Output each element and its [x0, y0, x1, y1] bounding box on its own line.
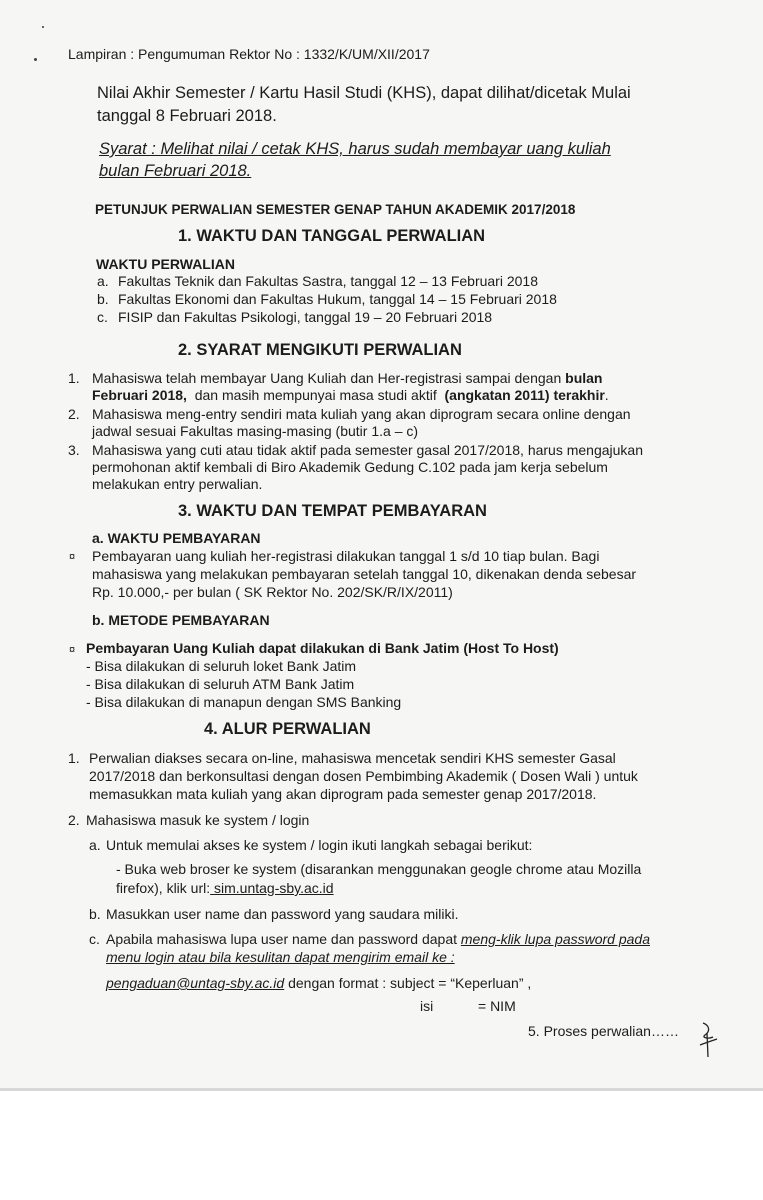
list-marker: 2. [68, 812, 80, 828]
payment-time-line-3: Rp. 10.000,- per bulan ( SK Rektor No. 202/SK/R/IX/2011) [92, 584, 453, 600]
list-marker: a. [89, 837, 101, 853]
login-step-c-line-3: pengaduan@untag-sby.ac.id dengan format : subject = “Keperluan” , [106, 975, 532, 991]
login-detail-line-1: - Buka web broser ke system (disarankan menggunakan geogle chrome atau Mozilla [116, 861, 642, 877]
requirement-item-3-line-3: melakukan entry perwalian. [92, 476, 263, 492]
list-marker: b. [89, 906, 101, 922]
payment-method-item: - Bisa dilakukan di seluruh ATM Bank Jatim [86, 676, 355, 692]
requirement-item-2-line-1: Mahasiswa meng-entry sendiri mata kuliah yang akan diprogram secara online dengan [92, 406, 631, 422]
payment-method-subtitle: b. METODE PEMBAYARAN [92, 612, 270, 628]
section-1-title: 1. WAKTU DAN TANGGAL PERWALIAN [178, 227, 486, 245]
flow-item-1-line-3: memasukkan mata kuliah yang akan diprogram pada semester genap 2017/2018. [89, 786, 597, 802]
attachment-line: Lampiran : Pengumuman Rektor No : 1332/K/UM/XII/2017 [68, 46, 430, 62]
section-3-title: 3. WAKTU DAN TEMPAT PEMBAYARAN [178, 502, 487, 520]
list-marker: 3. [68, 442, 80, 458]
complaint-email-link[interactable]: pengaduan@untag-sby.ac.id [106, 975, 285, 991]
main-title: PETUNJUK PERWALIAN SEMESTER GENAP TAHUN AKADEMIK 2017/2018 [95, 202, 576, 217]
continue-note: 5. Proses perwalian…… [528, 1023, 679, 1039]
login-step-b: Masukkan user name dan password yang saudara miliki. [106, 906, 459, 922]
section-2-title: 2. SYARAT MENGIKUTI PERWALIAN [178, 341, 462, 359]
section-1-subtitle: WAKTU PERWALIAN [96, 256, 235, 272]
login-step-c-line-1: Apabila mahasiswa lupa user name dan password dapat meng-klik lupa password pada [106, 931, 650, 947]
login-detail-line-2: firefox), klik url: sim.untag-sby.ac.id [116, 880, 334, 896]
intro-line-2: tanggal 8 Februari 2018. [97, 107, 277, 125]
intro-line-1: Nilai Akhir Semester / Kartu Hasil Studi (KHS), dapat dilihat/dicetak Mulai [97, 84, 631, 102]
flow-item-1-line-1: Perwalian diakses secara on-line, mahasiswa mencetak sendiri KHS semester Gasal [89, 750, 616, 766]
requirement-item-1-line-2: Februari 2018, dan masih mempunyai masa studi aktif (angkatan 2011) terakhir. [92, 387, 609, 403]
list-marker: 1. [68, 750, 80, 766]
schedule-item: FISIP dan Fakultas Psikologi, tanggal 19 – 20 Februari 2018 [118, 309, 493, 325]
schedule-item: Fakultas Teknik dan Fakultas Sastra, tanggal 12 – 13 Februari 2018 [118, 273, 538, 289]
format-isi-value: = NIM [478, 998, 516, 1014]
payment-method-item: - Bisa dilakukan di manapun dengan SMS Banking [86, 694, 402, 710]
list-marker: b. [97, 291, 109, 307]
flow-item-2: Mahasiswa masuk ke system / login [86, 812, 310, 828]
scan-speck [34, 58, 37, 61]
requirement-line-2: bulan Februari 2018. [99, 162, 252, 180]
payment-time-line-2: mahasiswa yang melakukan pembayaran setelah tanggal 10, dikenakan denda sebesar [92, 566, 637, 582]
payment-time-line-1: Pembayaran uang kuliah her-registrasi dilakukan tanggal 1 s/d 10 tiap bulan. Bagi [92, 548, 600, 564]
requirement-item-3-line-1: Mahasiswa yang cuti atau tidak aktif pada semester gasal 2017/2018, harus mengajukan [92, 442, 644, 458]
list-marker: a. [97, 273, 109, 289]
payment-time-subtitle: a. WAKTU PEMBAYARAN [92, 530, 261, 546]
section-4-title: 4. ALUR PERWALIAN [204, 720, 371, 738]
login-step-a: Untuk memulai akses ke system / login ikuti langkah sebagai berikut: [106, 837, 533, 853]
list-marker: 2. [68, 406, 80, 422]
requirement-line-1: Syarat : Melihat nilai / cetak KHS, harus sudah membayar uang kuliah [99, 140, 611, 158]
list-marker: 1. [68, 370, 80, 386]
scan-speck [42, 26, 44, 28]
list-marker: c. [89, 931, 100, 947]
payment-method-item: - Bisa dilakukan di seluruh loket Bank Jatim [86, 658, 357, 674]
page-bottom-edge [0, 1088, 763, 1091]
requirement-item-2-line-2: jadwal sesuai Fakultas masing-masing (butir 1.a – c) [92, 423, 419, 439]
requirement-item-1-line-1: Mahasiswa telah membayar Uang Kuliah dan Her-registrasi sampai dengan bulan [92, 370, 603, 386]
schedule-item: Fakultas Ekonomi dan Fakultas Hukum, tanggal 14 – 15 Februari 2018 [118, 291, 557, 307]
flow-item-1-line-2: 2017/2018 dan berkonsultasi dengan dosen Pembimbing Akademik ( Dosen Wali ) untuk [89, 768, 638, 784]
payment-method-heading: Pembayaran Uang Kuliah dapat dilakukan di Bank Jatim (Host To Host) [86, 640, 559, 656]
login-step-c-line-2: menu login atau bila kesulitan dapat mengirim email ke : [106, 949, 455, 965]
sim-url-link[interactable]: sim.untag-sby.ac.id [210, 880, 334, 896]
bullet-icon: ¤ [69, 644, 76, 656]
format-isi-label: isi [420, 998, 434, 1014]
signature-mark [697, 1019, 719, 1059]
bullet-icon: ¤ [69, 551, 76, 563]
requirement-item-3-line-2: permohonan aktif kembali di Biro Akademik Gedung C.102 pada jam kerja sebelum [92, 459, 608, 475]
list-marker: c. [97, 309, 108, 325]
